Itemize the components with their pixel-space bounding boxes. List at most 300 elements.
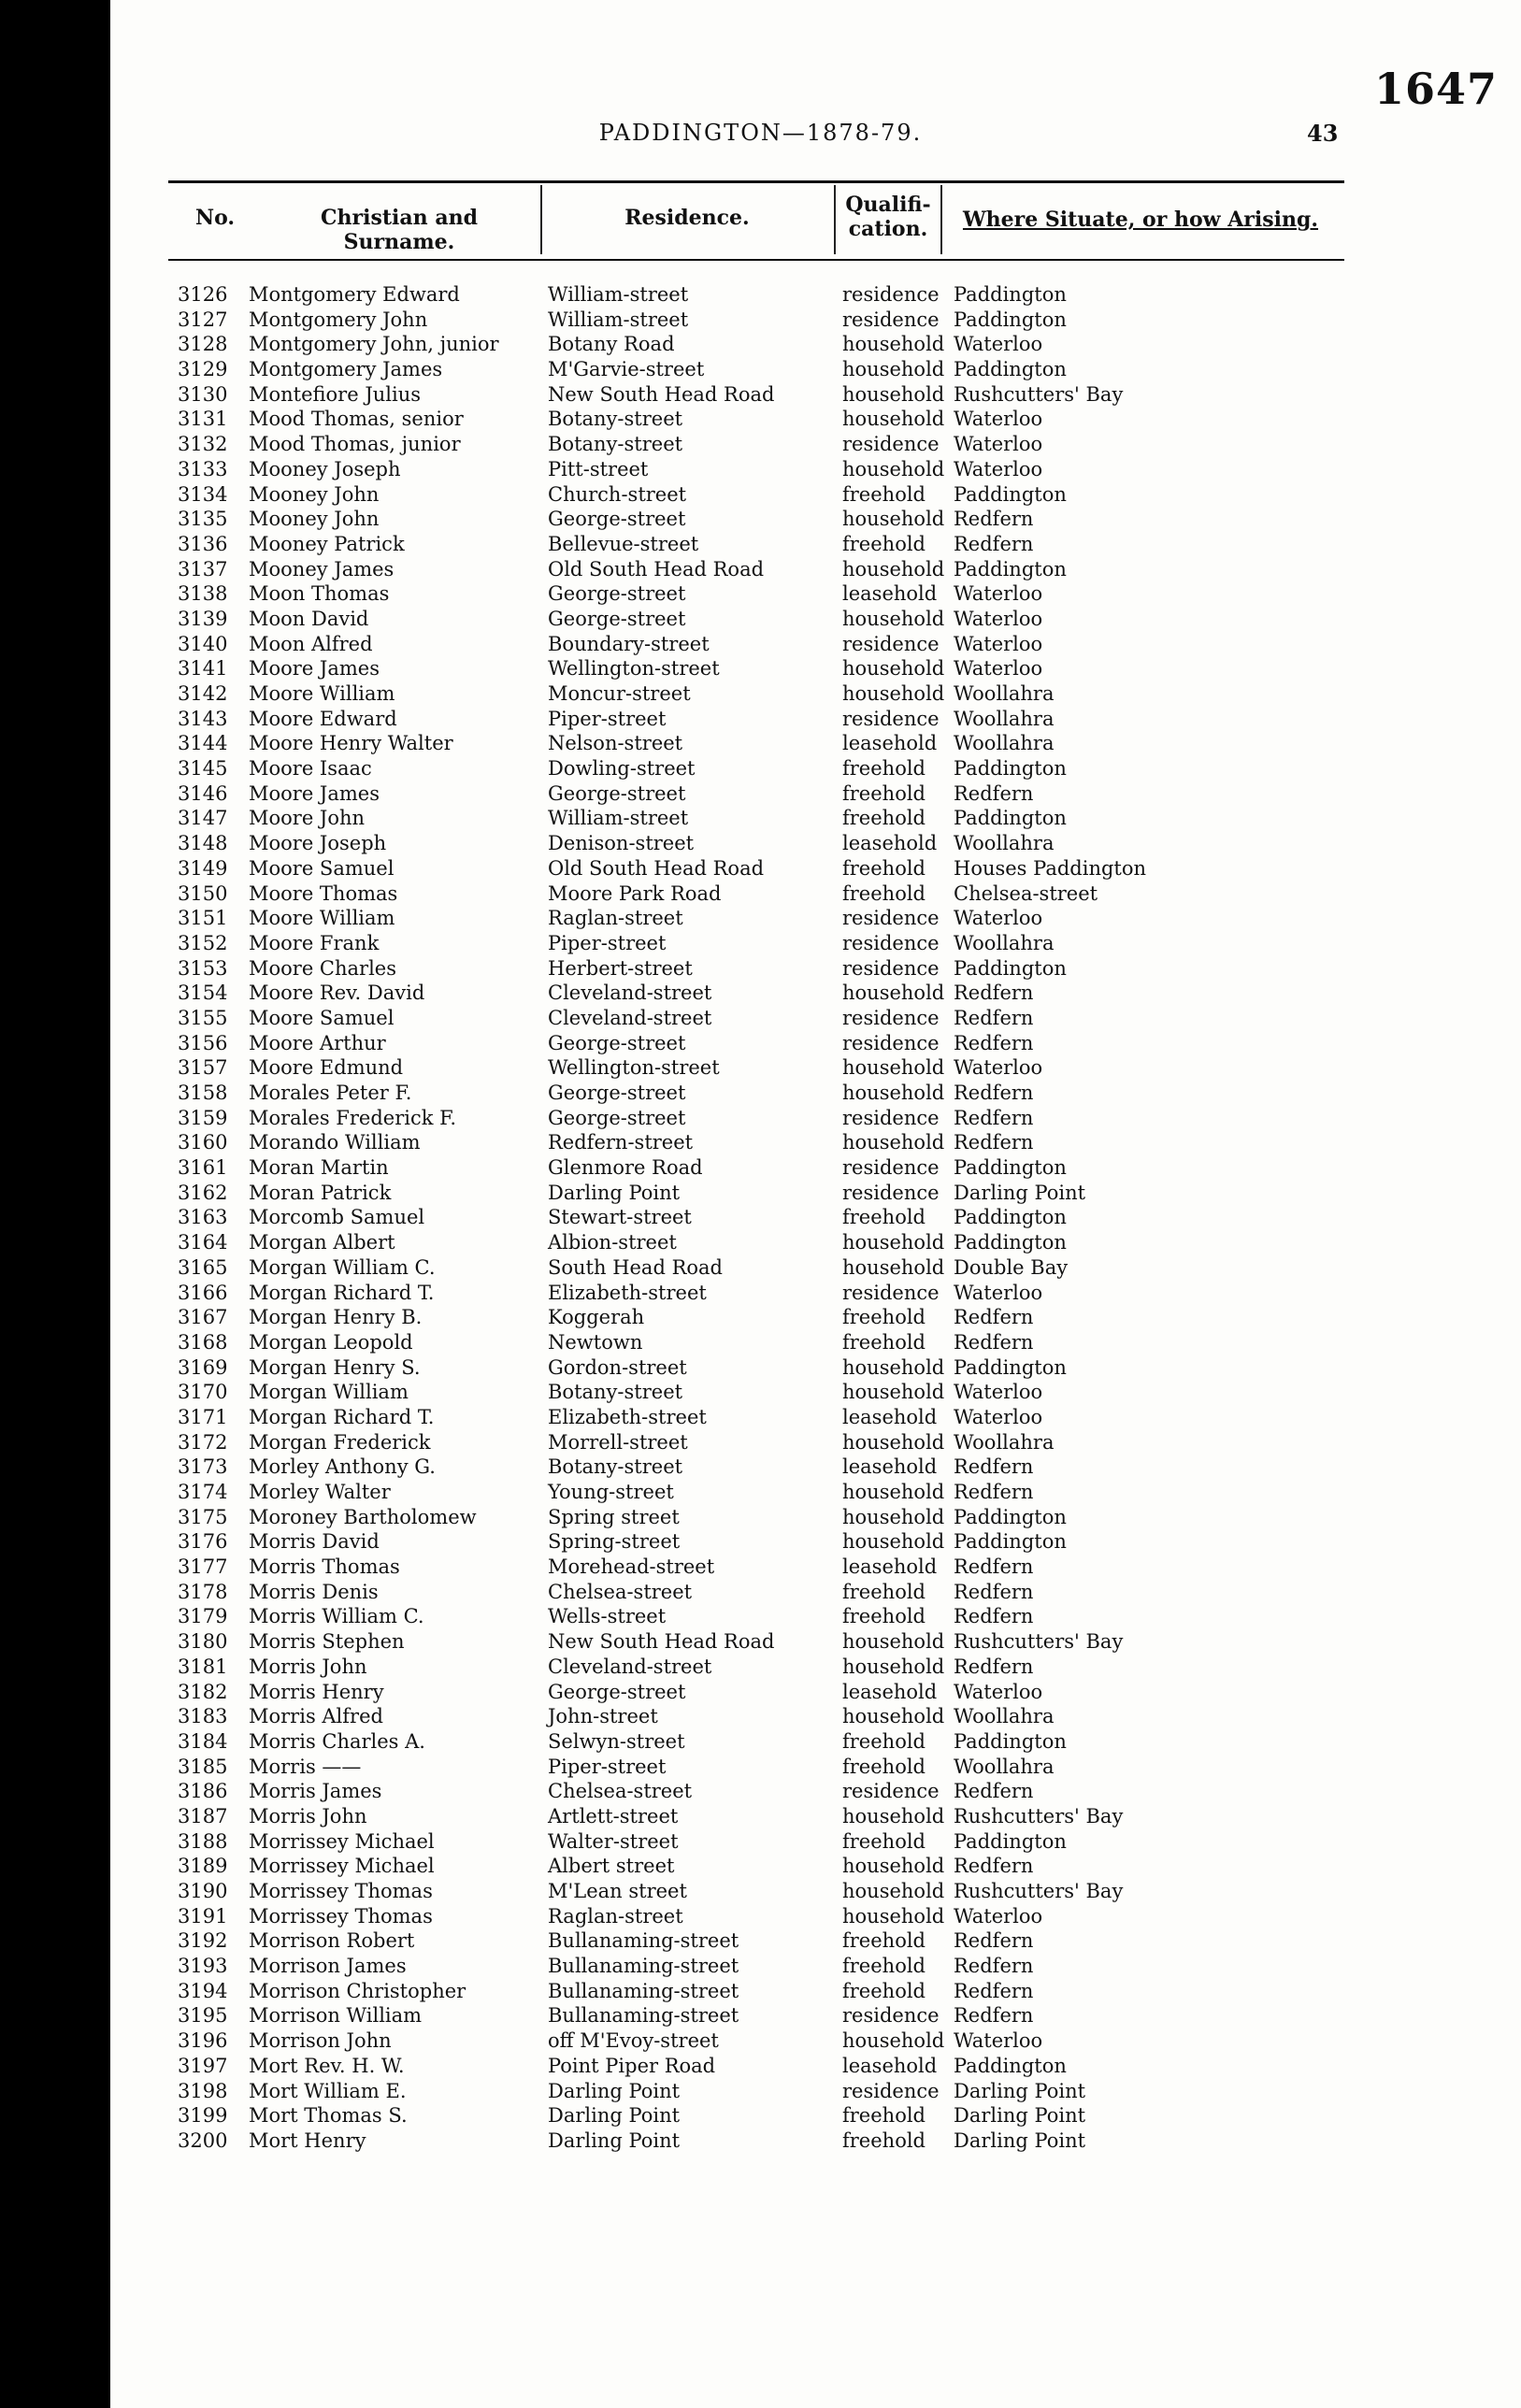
table-row	[0, 1255, 1521, 1281]
elector-qualification: household	[842, 1804, 945, 1828]
elector-name: Mort Thomas S.	[249, 2104, 408, 2128]
elector-name: Morrison Christopher	[249, 1979, 466, 2002]
elector-number: 3193	[178, 1955, 228, 1978]
elector-name: Morris William C.	[249, 1605, 424, 1628]
table-row	[0, 1330, 1521, 1355]
elector-number: 3142	[178, 682, 228, 705]
elector-number: 3126	[178, 283, 228, 306]
elector-where-situate: Rushcutters' Bay	[954, 382, 1124, 406]
elector-where-situate: Chelsea-street	[954, 882, 1098, 905]
elector-qualification: household	[842, 1505, 945, 1528]
elector-qualification: residence	[842, 2004, 940, 2028]
elector-residence: Albion-street	[548, 1231, 677, 1254]
elector-residence: George-street	[548, 1031, 686, 1054]
table-row	[0, 1979, 1521, 2004]
table-row	[0, 656, 1521, 681]
elector-name: Moore William	[249, 682, 395, 705]
elector-where-situate: Darling Point	[954, 2128, 1086, 2152]
elector-qualification: freehold	[842, 1829, 926, 1853]
elector-where-situate: Woollahra	[954, 732, 1055, 755]
elector-where-situate: Paddington	[954, 358, 1067, 381]
elector-qualification: freehold	[842, 757, 926, 781]
elector-where-situate: Paddington	[954, 2054, 1067, 2077]
elector-name: Mooney John	[249, 482, 380, 506]
elector-where-situate: Paddington	[954, 807, 1067, 830]
elector-name: Mooney Patrick	[249, 532, 405, 555]
elector-name: Morris David	[249, 1530, 380, 1554]
table-row	[0, 956, 1521, 982]
table-row	[0, 831, 1521, 856]
elector-residence: Chelsea-street	[548, 1780, 693, 1803]
elector-residence: Cleveland-street	[548, 982, 712, 1005]
elector-qualification: leasehold	[842, 1455, 938, 1479]
elector-number: 3133	[178, 457, 228, 480]
elector-where-situate: Redfern	[954, 1555, 1034, 1579]
elector-residence: Darling Point	[548, 2128, 681, 2152]
elector-number: 3136	[178, 532, 228, 555]
elector-number: 3191	[178, 1904, 228, 1928]
table-row	[0, 2028, 1521, 2054]
table-row	[0, 407, 1521, 432]
table-row	[0, 2128, 1521, 2154]
table-row	[0, 1355, 1521, 1381]
elector-qualification: leasehold	[842, 582, 938, 606]
elector-name: Morris Denis	[249, 1580, 379, 1603]
table-row	[0, 1081, 1521, 1106]
table-row	[0, 1155, 1521, 1181]
elector-residence: George-street	[548, 1106, 686, 1129]
elector-number: 3168	[178, 1330, 228, 1354]
elector-qualification: freehold	[842, 1306, 926, 1329]
elector-where-situate: Redfern	[954, 1330, 1034, 1354]
elector-where-situate: Houses Paddington	[954, 856, 1147, 880]
elector-qualification: freehold	[842, 1955, 926, 1978]
elector-qualification: leasehold	[842, 1680, 938, 1703]
elector-where-situate: Paddington	[954, 308, 1067, 331]
elector-number: 3143	[178, 707, 228, 730]
elector-number: 3144	[178, 732, 228, 755]
elector-qualification: residence	[842, 2079, 940, 2102]
elector-where-situate: Waterloo	[954, 333, 1043, 356]
elector-qualification: residence	[842, 907, 940, 930]
elector-residence: Albert street	[548, 1855, 675, 1878]
table-row	[0, 2054, 1521, 2079]
elector-residence: Glenmore Road	[548, 1156, 703, 1180]
elector-residence: Pitt-street	[548, 457, 649, 480]
elector-number: 3149	[178, 856, 228, 880]
elector-qualification: household	[842, 1630, 945, 1654]
elector-residence: Darling Point	[548, 2079, 681, 2102]
elector-residence: Cleveland-street	[548, 1006, 712, 1029]
table-row	[0, 457, 1521, 482]
elector-name: Mort William E.	[249, 2079, 407, 2102]
elector-where-situate: Redfern	[954, 982, 1034, 1005]
elector-qualification: residence	[842, 1281, 940, 1304]
elector-where-situate: Darling Point	[954, 2104, 1086, 2128]
elector-residence: Bullanaming-street	[548, 2004, 739, 2028]
elector-name: Moore James	[249, 781, 380, 805]
elector-residence: Botany-street	[548, 408, 683, 431]
table-row	[0, 1655, 1521, 1680]
elector-where-situate: Waterloo	[954, 907, 1043, 930]
elector-number: 3187	[178, 1804, 228, 1828]
elector-where-situate: Waterloo	[954, 1381, 1043, 1404]
elector-name: Morrissey Thomas	[249, 1880, 433, 1902]
elector-number: 3141	[178, 657, 228, 681]
elector-where-situate: Waterloo	[954, 632, 1043, 655]
elector-name: Montgomery John, junior	[249, 333, 499, 356]
elector-number: 3196	[178, 2029, 228, 2053]
elector-residence: William-street	[548, 283, 689, 306]
elector-qualification: freehold	[842, 1605, 926, 1628]
elector-name: Morris Thomas	[249, 1555, 400, 1579]
elector-name: Morris Alfred	[249, 1705, 383, 1728]
elector-name: Moon Alfred	[249, 632, 373, 655]
elector-name: Morris Charles A.	[249, 1729, 425, 1753]
table-row	[0, 1779, 1521, 1804]
elector-residence: Wellington-street	[548, 1056, 720, 1080]
elector-number: 3160	[178, 1131, 228, 1154]
elector-name: Moore Henry Walter	[249, 732, 453, 755]
elector-qualification: freehold	[842, 1330, 926, 1354]
elector-number: 3135	[178, 508, 228, 531]
elector-where-situate: Paddington	[954, 1231, 1067, 1254]
header-name: Christian and Surname.	[321, 206, 478, 254]
elector-name: Moore Arthur	[249, 1031, 386, 1054]
elector-number: 3132	[178, 433, 228, 456]
elector-number: 3183	[178, 1705, 228, 1728]
elector-qualification: household	[842, 657, 945, 681]
elector-name: Morcomb Samuel	[249, 1206, 425, 1229]
elector-where-situate: Rushcutters' Bay	[954, 1880, 1124, 1902]
elector-name: Mort Henry	[249, 2128, 366, 2152]
elector-number: 3161	[178, 1156, 228, 1180]
elector-qualification: household	[842, 1855, 945, 1878]
elector-number: 3171	[178, 1405, 228, 1428]
elector-residence: Spring street	[548, 1505, 680, 1528]
table-row	[0, 1629, 1521, 1655]
elector-qualification: residence	[842, 707, 940, 730]
elector-name: Morris Henry	[249, 1680, 384, 1703]
table-row	[0, 332, 1521, 357]
elector-where-situate: Woollahra	[954, 707, 1055, 730]
column-divider	[940, 185, 942, 254]
elector-residence: off M'Evoy-street	[548, 2029, 719, 2053]
header-qualification: Qualifi- cation.	[845, 193, 931, 241]
elector-name: Moore Joseph	[249, 832, 387, 855]
elector-where-situate: Paddington	[954, 757, 1067, 781]
elector-name: Moore Edward	[249, 707, 397, 730]
elector-where-situate: Paddington	[954, 1729, 1067, 1753]
table-row	[0, 1205, 1521, 1230]
elector-where-situate: Woollahra	[954, 682, 1055, 705]
elector-where-situate: Redfern	[954, 1455, 1034, 1479]
elector-number: 3179	[178, 1605, 228, 1628]
elector-residence: Botany-street	[548, 433, 683, 456]
elector-name: Morrison John	[249, 2029, 392, 2053]
elector-where-situate: Paddington	[954, 1206, 1067, 1229]
elector-residence: Old South Head Road	[548, 557, 765, 580]
elector-number: 3145	[178, 757, 228, 781]
elector-name: Morgan Leopold	[249, 1330, 413, 1354]
table-row	[0, 1130, 1521, 1155]
elector-residence: Wells-street	[548, 1605, 667, 1628]
elector-where-situate: Redfern	[954, 1082, 1034, 1104]
elector-residence: Piper-street	[548, 707, 667, 730]
elector-number: 3172	[178, 1430, 228, 1454]
elector-number: 3173	[178, 1455, 228, 1479]
elector-number: 3140	[178, 632, 228, 655]
header-where: Where Situate, or how Arising.	[962, 208, 1319, 232]
elector-where-situate: Waterloo	[954, 1680, 1043, 1703]
table-row	[0, 2103, 1521, 2128]
elector-where-situate: Redfern	[954, 1855, 1034, 1878]
table-row	[0, 756, 1521, 781]
elector-where-situate: Redfern	[954, 1306, 1034, 1329]
header-rule-bottom	[168, 259, 1344, 261]
table-row	[0, 1829, 1521, 1855]
elector-name: Morrison James	[249, 1955, 407, 1978]
table-row	[0, 532, 1521, 557]
elector-residence: South Head Road	[548, 1255, 723, 1279]
elector-number: 3176	[178, 1530, 228, 1554]
elector-where-situate: Rushcutters' Bay	[954, 1630, 1124, 1654]
elector-qualification: household	[842, 1381, 945, 1404]
elector-name: Morrissey Michael	[249, 1829, 435, 1853]
elector-qualification: freehold	[842, 856, 926, 880]
elector-where-situate: Redfern	[954, 1780, 1034, 1803]
elector-number: 3151	[178, 907, 228, 930]
table-row	[0, 1879, 1521, 1904]
elector-residence: Nelson-street	[548, 732, 683, 755]
elector-number: 3137	[178, 557, 228, 580]
elector-residence: Old South Head Road	[548, 856, 765, 880]
elector-qualification: leasehold	[842, 1405, 938, 1428]
elector-name: Morrissey Thomas	[249, 1904, 433, 1928]
elector-name: Morrissey Michael	[249, 1855, 435, 1878]
header-no: No.	[194, 206, 236, 230]
elector-number: 3188	[178, 1829, 228, 1853]
elector-name: Moon Thomas	[249, 582, 390, 606]
elector-residence: Stewart-street	[548, 1206, 692, 1229]
elector-number: 3186	[178, 1780, 228, 1803]
elector-where-situate: Redfern	[954, 1580, 1034, 1603]
elector-residence: Botany-street	[548, 1381, 683, 1404]
elector-residence: George-street	[548, 508, 686, 531]
elector-name: Mood Thomas, junior	[249, 433, 461, 456]
elector-name: Moore James	[249, 657, 380, 681]
elector-where-situate: Redfern	[954, 1031, 1034, 1054]
elector-residence: Elizabeth-street	[548, 1281, 707, 1304]
table-row	[0, 1555, 1521, 1580]
elector-residence: George-street	[548, 1680, 686, 1703]
elector-residence: John-street	[548, 1705, 658, 1728]
elector-qualification: leasehold	[842, 2054, 938, 2077]
elector-number: 3130	[178, 382, 228, 406]
elector-qualification: household	[842, 408, 945, 431]
elector-where-situate: Redfern	[954, 1979, 1034, 2002]
elector-qualification: freehold	[842, 2128, 926, 2152]
elector-number: 3167	[178, 1306, 228, 1329]
elector-residence: Morehead-street	[548, 1555, 715, 1579]
elector-residence: Newtown	[548, 1330, 643, 1354]
elector-number: 3199	[178, 2104, 228, 2128]
elector-qualification: household	[842, 1530, 945, 1554]
elector-qualification: household	[842, 1481, 945, 1503]
elector-qualification: freehold	[842, 1755, 926, 1778]
table-row	[0, 806, 1521, 831]
elector-list	[0, 282, 1521, 2154]
elector-qualification: freehold	[842, 1206, 926, 1229]
elector-qualification: freehold	[842, 2104, 926, 2128]
table-row	[0, 2003, 1521, 2028]
table-row	[0, 557, 1521, 582]
elector-qualification: residence	[842, 1006, 940, 1029]
elector-number: 3159	[178, 1106, 228, 1129]
elector-number: 3169	[178, 1355, 228, 1379]
table-row	[0, 1455, 1521, 1480]
elector-residence: Point Piper Road	[548, 2054, 716, 2077]
table-row	[0, 607, 1521, 632]
elector-name: Mooney John	[249, 508, 380, 531]
table-row	[0, 1181, 1521, 1206]
table-row	[0, 707, 1521, 732]
elector-qualification: household	[842, 1355, 945, 1379]
elector-name: Morley Anthony G.	[249, 1455, 436, 1479]
elector-where-situate: Woollahra	[954, 1755, 1055, 1778]
elector-qualification: household	[842, 358, 945, 381]
elector-name: Moore William	[249, 907, 395, 930]
table-row	[0, 1055, 1521, 1081]
elector-qualification: freehold	[842, 1580, 926, 1603]
table-row	[0, 1680, 1521, 1705]
elector-where-situate: Woollahra	[954, 931, 1055, 954]
elector-residence: Morrell-street	[548, 1430, 688, 1454]
elector-number: 3148	[178, 832, 228, 855]
table-row	[0, 1380, 1521, 1405]
elector-name: Morales Frederick F.	[249, 1106, 457, 1129]
elector-qualification: freehold	[842, 781, 926, 805]
elector-name: Morris Stephen	[249, 1630, 405, 1654]
elector-name: Mooney James	[249, 557, 395, 580]
elector-where-situate: Woollahra	[954, 1705, 1055, 1728]
elector-name: Moon David	[249, 607, 369, 630]
elector-qualification: household	[842, 607, 945, 630]
elector-qualification: household	[842, 682, 945, 705]
elector-residence: Young-street	[548, 1481, 674, 1503]
elector-residence: Cleveland-street	[548, 1655, 712, 1678]
elector-residence: Raglan-street	[548, 907, 683, 930]
table-row	[0, 1006, 1521, 1031]
elector-where-situate: Woollahra	[954, 1430, 1055, 1454]
elector-number: 3190	[178, 1880, 228, 1902]
elector-qualification: household	[842, 333, 945, 356]
table-row	[0, 1230, 1521, 1255]
elector-where-situate: Woollahra	[954, 832, 1055, 855]
elector-residence: Walter-street	[548, 1829, 679, 1853]
elector-name: Mort Rev. H. W.	[249, 2054, 405, 2077]
elector-residence: Botany-street	[548, 1455, 683, 1479]
elector-number: 3170	[178, 1381, 228, 1404]
elector-name: Montgomery James	[249, 358, 443, 381]
elector-name: Morgan Albert	[249, 1231, 395, 1254]
elector-residence: Piper-street	[548, 931, 667, 954]
elector-where-situate: Redfern	[954, 1655, 1034, 1678]
elector-number: 3185	[178, 1755, 228, 1778]
elector-qualification: freehold	[842, 1729, 926, 1753]
elector-qualification: residence	[842, 956, 940, 980]
elector-where-situate: Paddington	[954, 1355, 1067, 1379]
elector-where-situate: Waterloo	[954, 1405, 1043, 1428]
table-row	[0, 981, 1521, 1006]
elector-name: Morley Walter	[249, 1481, 391, 1503]
elector-name: Morgan William C.	[249, 1255, 436, 1279]
elector-where-situate: Waterloo	[954, 582, 1043, 606]
elector-residence: Elizabeth-street	[548, 1405, 707, 1428]
elector-qualification: freehold	[842, 1979, 926, 2002]
elector-where-situate: Waterloo	[954, 657, 1043, 681]
elector-name: Montgomery Edward	[249, 283, 460, 306]
elector-where-situate: Paddington	[954, 956, 1067, 980]
elector-number: 3178	[178, 1580, 228, 1603]
elector-qualification: household	[842, 1082, 945, 1104]
elector-name: Morgan Richard T.	[249, 1281, 435, 1304]
table-row	[0, 1106, 1521, 1131]
elector-qualification: household	[842, 1705, 945, 1728]
elector-name: Morris James	[249, 1780, 382, 1803]
elector-where-situate: Double Bay	[954, 1255, 1069, 1279]
elector-number: 3180	[178, 1630, 228, 1654]
elector-residence: Redfern-street	[548, 1131, 694, 1154]
elector-name: Mooney Joseph	[249, 457, 401, 480]
elector-qualification: household	[842, 2029, 945, 2053]
elector-qualification: leasehold	[842, 732, 938, 755]
elector-name: Morando William	[249, 1131, 421, 1154]
elector-residence: Chelsea-street	[548, 1580, 693, 1603]
elector-where-situate: Redfern	[954, 2004, 1034, 2028]
table-row	[0, 432, 1521, 457]
elector-number: 3164	[178, 1231, 228, 1254]
page-number: 43	[1307, 120, 1339, 147]
elector-number: 3189	[178, 1855, 228, 1878]
table-row	[0, 2079, 1521, 2104]
elector-qualification: residence	[842, 632, 940, 655]
elector-where-situate: Darling Point	[954, 2079, 1086, 2102]
elector-where-situate: Waterloo	[954, 2029, 1043, 2053]
elector-number: 3198	[178, 2079, 228, 2102]
elector-qualification: freehold	[842, 1929, 926, 1953]
elector-qualification: household	[842, 457, 945, 480]
elector-name: Morales Peter F.	[249, 1082, 412, 1104]
elector-where-situate: Paddington	[954, 1505, 1067, 1528]
elector-where-situate: Rushcutters' Bay	[954, 1804, 1124, 1828]
table-row	[0, 1954, 1521, 1979]
table-row	[0, 681, 1521, 707]
elector-residence: Botany Road	[548, 333, 675, 356]
table-row	[0, 581, 1521, 607]
elector-where-situate: Paddington	[954, 283, 1067, 306]
elector-name: Mood Thomas, senior	[249, 408, 464, 431]
elector-number: 3192	[178, 1929, 228, 1953]
elector-number: 3131	[178, 408, 228, 431]
elector-number: 3158	[178, 1082, 228, 1104]
elector-residence: Bullanaming-street	[548, 1929, 739, 1953]
elector-number: 3154	[178, 982, 228, 1005]
elector-qualification: residence	[842, 1106, 940, 1129]
table-row	[0, 931, 1521, 956]
table-row	[0, 1430, 1521, 1455]
elector-where-situate: Paddington	[954, 1829, 1067, 1853]
